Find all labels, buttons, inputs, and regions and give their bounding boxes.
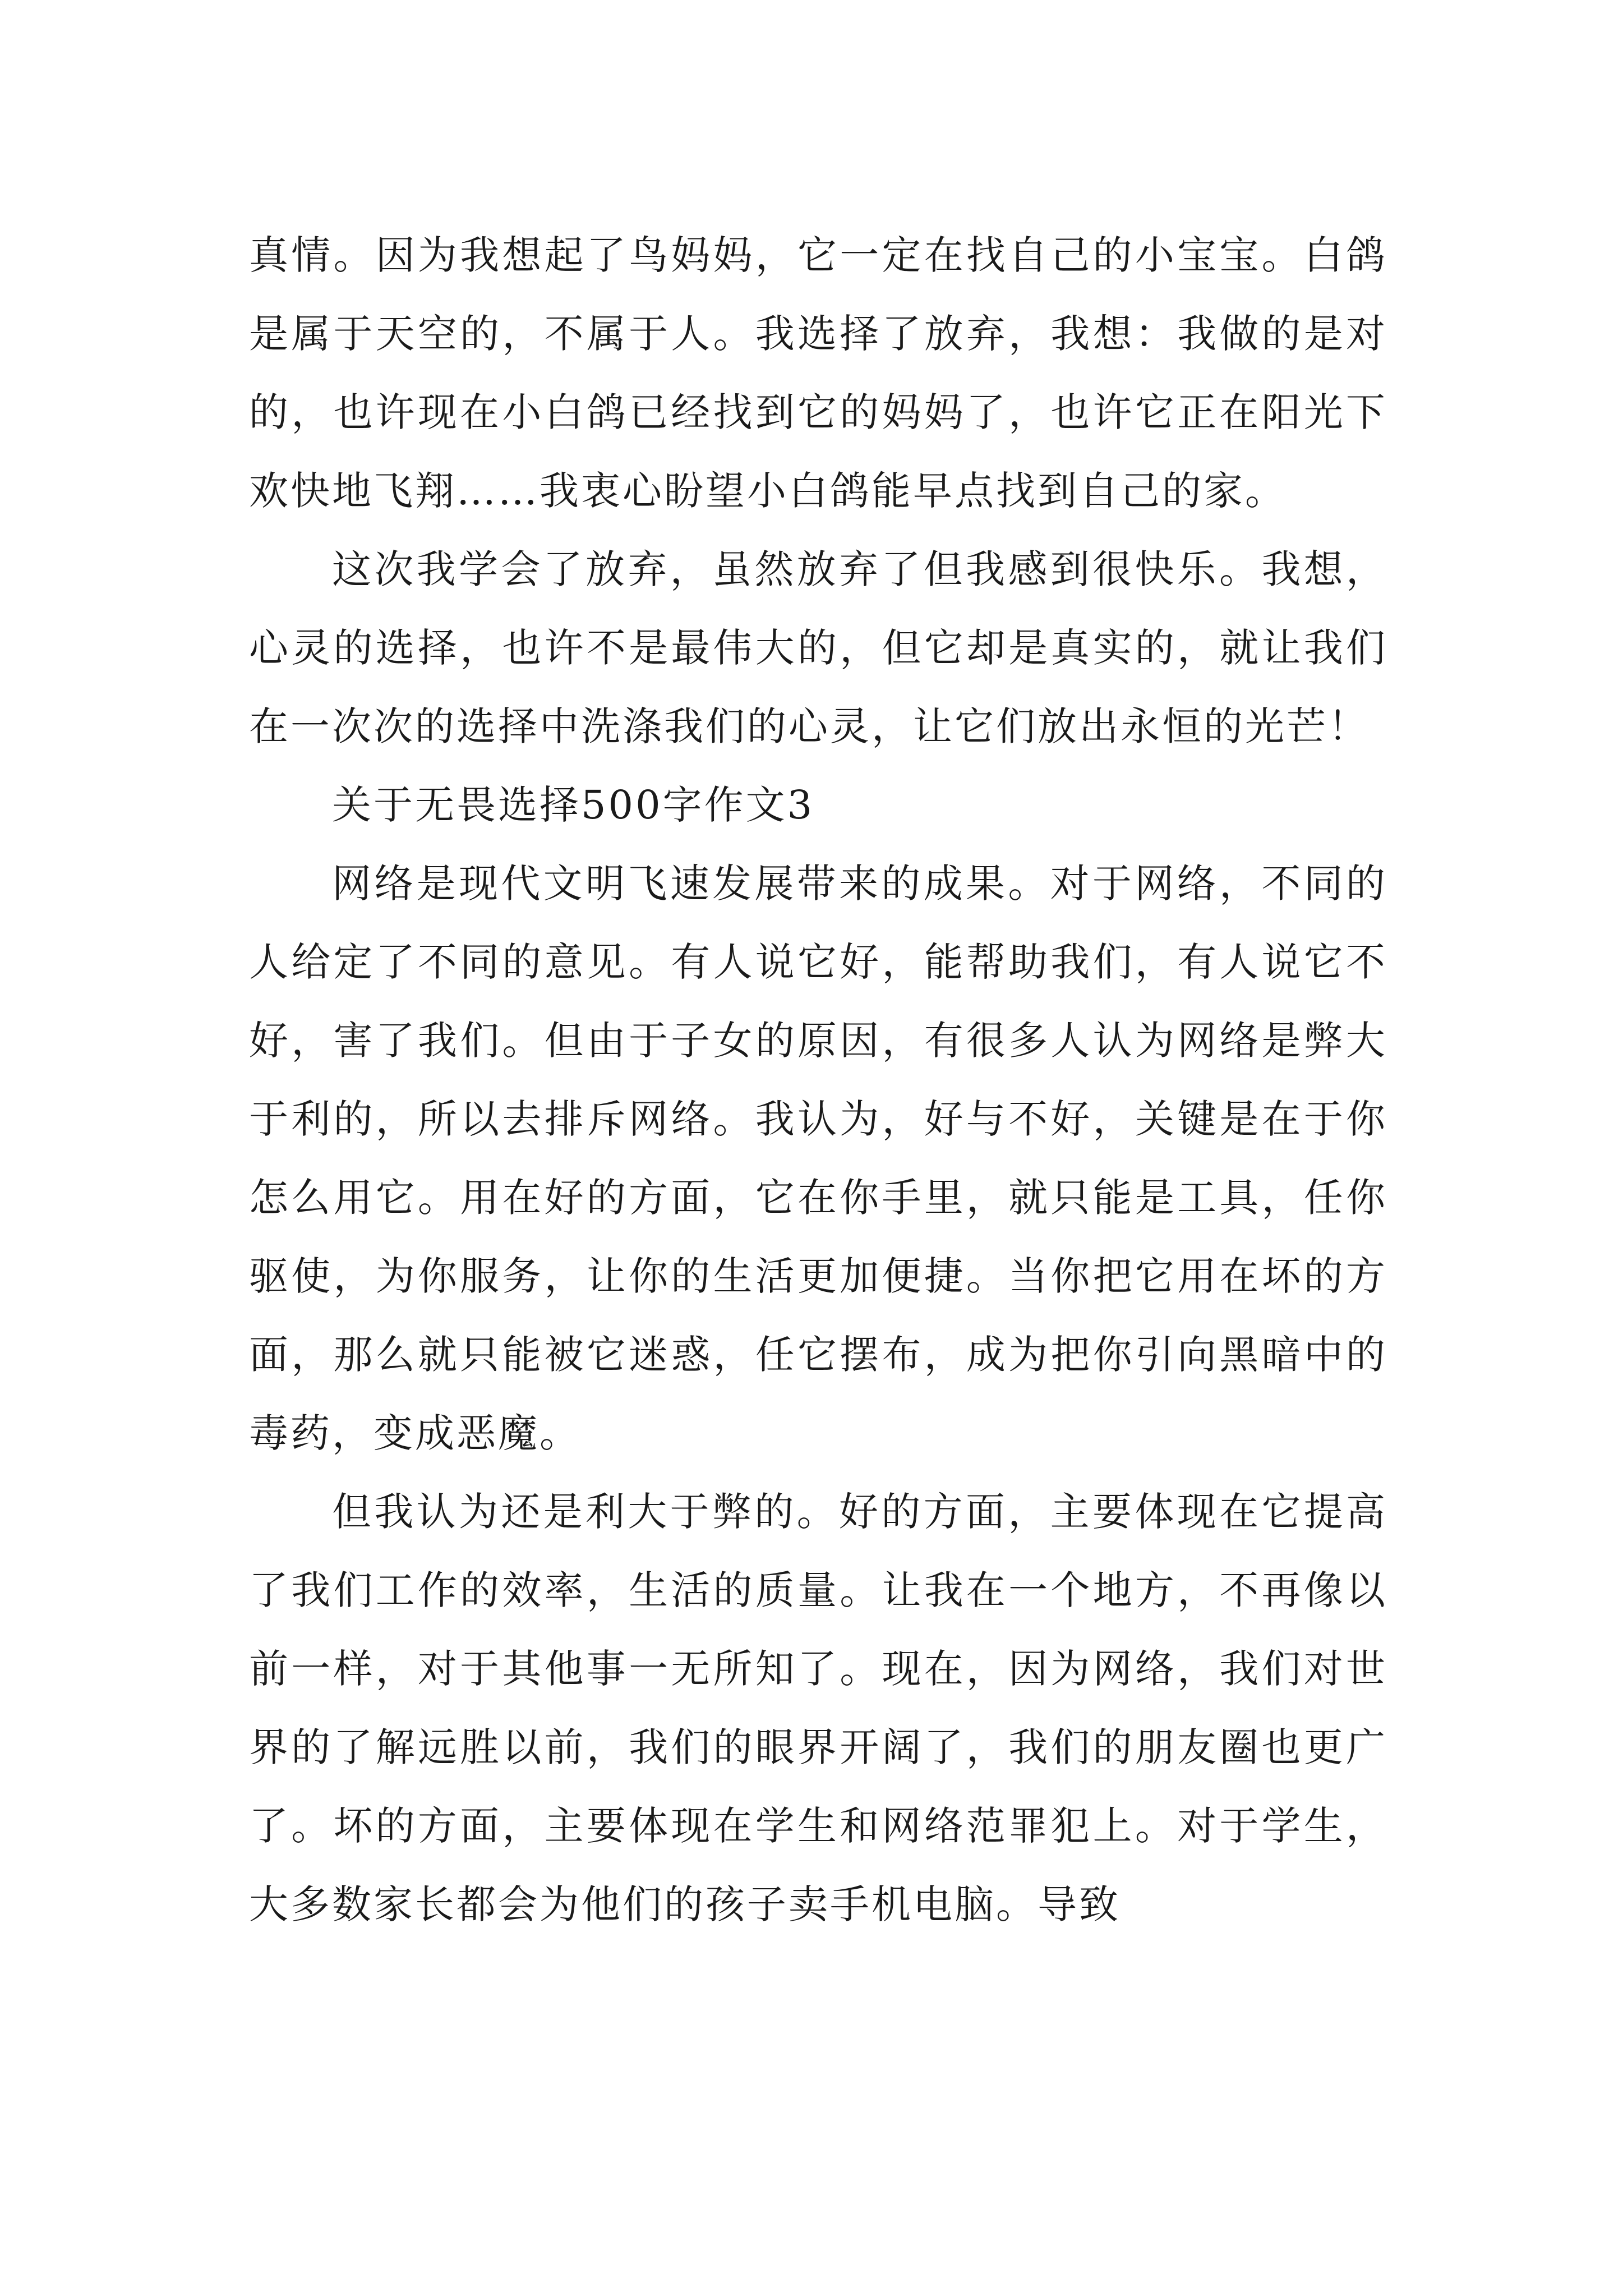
document-body [249, 216, 1387, 1944]
section-title: 关于无畏选择500字作文3 [332, 782, 815, 828]
paragraph: 网络是现代文明飞速发展带来的成果。对于网络，不同的人给定了不同的意见。有人说它好，能帮助我们，有人说它不好，害了我们。但由于子女的原因，有很多人认为网络是弊大于利的，所以去排斥网络。我认为，好与不好，关键是在于你怎么用它。用在好的方面，它在你手里，就只能是工具，任你驱使，为你服务，让你的生活更加便捷。当你把它用在坏的方面，那么就只能被它迷惑，任它摆布，成为把你引向黑暗中的毒药，变成恶魔。 [249, 861, 1387, 1456]
paragraph: 但我认为还是利大于弊的。好的方面，主要体现在它提高了我们工作的效率，生活的质量。让我在一个地方，不再像以前一样，对于其他事一无所知了。现在，因为网络，我们对世界的了解远胜以前，我们的眼界开阔了，我们的朋友圈也更广了。坏的方面，主要体现在学生和网络范罪犯上。对于学生，大多数家长都会为他们的孩子卖手机电脑。导致 [249, 1489, 1387, 1927]
paragraph: 这次我学会了放弃，虽然放弃了但我感到很快乐。我想，心灵的选择，也许不是最伟大的，但它却是真实的，就让我们在一次次的选择中洗涤我们的心灵，让它们放出永恒的光芒！ [249, 546, 1387, 749]
paragraph: 真情。因为我想起了鸟妈妈，它一定在找自己的小宝宝。白鸽是属于天空的，不属于人。我选择了放弃，我想：我做的是对的，也许现在小白鸽已经找到它的妈妈了，也许它正在阳光下欢快地飞翔……我衷心盼望小白鸽能早点找到自己的家。 [249, 232, 1387, 514]
